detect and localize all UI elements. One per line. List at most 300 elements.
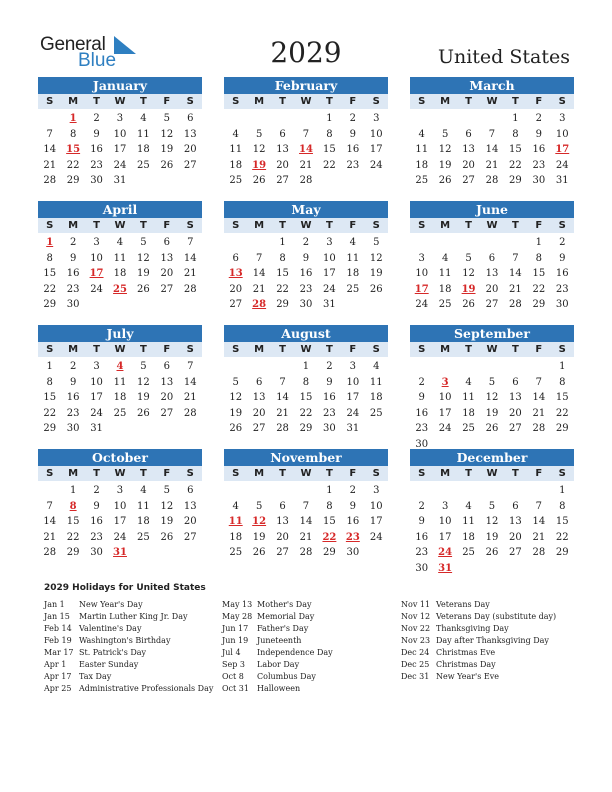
day-cell: 10 xyxy=(415,268,429,279)
day-cell: 8 xyxy=(302,376,310,388)
weekday-label: T xyxy=(326,344,333,355)
day-cell: 3 xyxy=(373,485,380,496)
holiday-date: Nov 12 xyxy=(401,612,431,621)
weekday-header-row xyxy=(224,94,388,109)
holiday-date: Jun 17 xyxy=(222,624,249,633)
holiday-day-cell: 8 xyxy=(69,500,77,512)
day-cell: 31 xyxy=(323,299,336,310)
weekday-label: M xyxy=(68,344,79,355)
holiday-day-cell: 24 xyxy=(438,547,453,558)
day-cell: 21 xyxy=(252,283,266,295)
holiday-name: Easter Sunday xyxy=(79,660,139,669)
day-cell: 16 xyxy=(555,268,569,279)
holiday-date: May 13 xyxy=(222,600,253,609)
day-cell: 30 xyxy=(415,562,429,574)
empty-day-cell xyxy=(247,235,270,251)
day-cell: 12 xyxy=(462,268,475,279)
holiday-date: Feb 19 xyxy=(44,636,72,645)
day-cell: 14 xyxy=(43,516,57,527)
day-cell: 15 xyxy=(555,392,569,403)
weekday-label: S xyxy=(418,468,426,479)
empty-day-cell xyxy=(247,483,270,499)
day-cell: 18 xyxy=(462,531,475,543)
day-cell: 21 xyxy=(532,531,546,543)
day-cell: 21 xyxy=(532,407,546,419)
day-grid xyxy=(224,359,388,437)
empty-day-cell xyxy=(224,111,247,127)
day-cell: 4 xyxy=(465,376,472,388)
empty-day-cell xyxy=(433,483,456,499)
holiday-name: Independence Day xyxy=(257,648,333,657)
day-cell: 30 xyxy=(90,547,103,558)
day-cell: 10 xyxy=(369,128,383,140)
day-cell: 2 xyxy=(349,485,357,496)
month-header: February xyxy=(224,77,388,94)
day-cell: 25 xyxy=(415,175,429,186)
holiday-name: Halloween xyxy=(257,684,301,693)
holiday-date: Dec 31 xyxy=(401,672,430,681)
day-cell: 27 xyxy=(183,159,197,171)
weekday-label: S xyxy=(372,344,380,355)
weekday-label: F xyxy=(535,96,543,107)
day-cell: 12 xyxy=(160,500,174,512)
day-cell: 26 xyxy=(229,423,243,434)
day-cell: 24 xyxy=(323,283,336,295)
holiday-day-cell: 28 xyxy=(252,299,267,310)
day-cell: 31 xyxy=(90,423,103,434)
day-cell: 17 xyxy=(346,392,360,403)
weekday-label: M xyxy=(254,220,265,231)
day-cell: 26 xyxy=(485,423,499,434)
empty-day-cell xyxy=(294,111,317,127)
day-cell: 30 xyxy=(299,299,313,310)
day-cell: 5 xyxy=(255,500,263,512)
day-cell: 30 xyxy=(555,299,569,310)
day-cell: 12 xyxy=(485,516,499,527)
day-cell: 7 xyxy=(535,376,543,388)
day-cell: 28 xyxy=(299,175,313,186)
day-cell: 20 xyxy=(509,531,522,543)
weekday-label: M xyxy=(68,468,79,479)
empty-day-cell xyxy=(38,111,61,127)
day-cell: 14 xyxy=(532,516,546,527)
weekday-label: T xyxy=(93,96,100,107)
holiday-day-cell: 23 xyxy=(345,531,360,543)
month-header: September xyxy=(410,325,574,342)
day-cell: 17 xyxy=(113,144,127,155)
weekday-label: W xyxy=(114,468,126,479)
day-cell: 11 xyxy=(438,268,452,279)
day-cell: 1 xyxy=(512,113,519,124)
day-cell: 28 xyxy=(43,175,57,186)
day-cell: 15 xyxy=(43,268,57,279)
weekday-label: S xyxy=(558,344,566,355)
empty-day-cell xyxy=(457,235,480,251)
day-cell: 8 xyxy=(326,128,333,140)
holiday-date: May 28 xyxy=(222,612,253,621)
day-cell: 1 xyxy=(326,485,333,496)
day-cell: 5 xyxy=(163,113,171,124)
day-cell: 29 xyxy=(66,547,80,558)
day-cell: 18 xyxy=(415,159,429,171)
weekday-label: T xyxy=(140,96,147,107)
holiday-name: Martin Luther King Jr. Day xyxy=(79,612,188,621)
holiday-row xyxy=(222,671,333,683)
day-cell: 25 xyxy=(462,547,475,558)
weekday-label: T xyxy=(326,468,333,479)
day-cell: 7 xyxy=(279,376,286,388)
weekday-label: S xyxy=(372,468,380,479)
weekday-label: F xyxy=(349,96,357,107)
weekday-label: T xyxy=(140,344,147,355)
day-cell: 31 xyxy=(555,175,569,186)
day-cell: 7 xyxy=(488,128,496,140)
day-grid xyxy=(224,483,388,561)
day-cell: 23 xyxy=(90,159,103,171)
day-cell: 26 xyxy=(462,299,475,310)
empty-day-cell xyxy=(433,359,456,375)
weekday-label: S xyxy=(46,468,54,479)
holiday-day-cell: 17 xyxy=(555,144,570,155)
holiday-row xyxy=(222,611,333,623)
day-cell: 23 xyxy=(90,531,103,543)
day-cell: 27 xyxy=(160,283,174,295)
holiday-day-cell: 14 xyxy=(299,144,313,155)
holiday-date: Jul 4 xyxy=(222,648,241,657)
weekday-label: S xyxy=(418,220,426,231)
weekday-label: T xyxy=(326,220,333,231)
day-cell: 22 xyxy=(43,407,57,419)
day-cell: 25 xyxy=(137,531,150,543)
day-cell: 5 xyxy=(140,361,147,372)
day-cell: 8 xyxy=(46,376,53,388)
weekday-label: M xyxy=(254,468,265,479)
day-cell: 29 xyxy=(323,547,336,558)
day-cell: 18 xyxy=(438,283,452,295)
day-cell: 7 xyxy=(255,252,263,264)
day-cell: 12 xyxy=(252,144,266,155)
day-cell: 26 xyxy=(438,175,452,186)
day-cell: 20 xyxy=(509,407,522,419)
day-cell: 12 xyxy=(369,252,383,264)
day-cell: 27 xyxy=(509,547,522,558)
weekday-label: F xyxy=(163,96,171,107)
day-cell: 9 xyxy=(535,128,543,140)
day-cell: 4 xyxy=(349,237,357,248)
day-cell: 26 xyxy=(252,175,266,186)
holiday-day-cell: 19 xyxy=(252,159,267,171)
weekday-label: S xyxy=(186,468,194,479)
weekday-header-row xyxy=(224,218,388,233)
day-cell: 30 xyxy=(346,547,360,558)
weekday-label: F xyxy=(349,468,357,479)
month-may xyxy=(224,201,388,313)
day-cell: 4 xyxy=(232,128,239,140)
day-cell: 24 xyxy=(415,299,429,310)
month-header: May xyxy=(224,201,388,218)
weekday-label: S xyxy=(46,220,54,231)
day-cell: 9 xyxy=(302,252,310,264)
weekday-label: S xyxy=(232,468,240,479)
holiday-day-cell: 15 xyxy=(66,144,81,155)
day-cell: 10 xyxy=(90,376,103,388)
day-cell: 26 xyxy=(160,159,174,171)
day-cell: 11 xyxy=(369,376,383,388)
holiday-name: Administrative Professionals Day xyxy=(79,684,214,693)
day-cell: 15 xyxy=(323,516,336,527)
day-cell: 14 xyxy=(276,392,289,403)
weekday-label: F xyxy=(163,220,171,231)
weekday-label: W xyxy=(486,220,498,231)
empty-day-cell xyxy=(457,359,480,375)
day-cell: 16 xyxy=(415,407,429,419)
calendar-year: 2029 xyxy=(270,36,342,69)
empty-day-cell xyxy=(457,483,480,499)
weekday-label: S xyxy=(186,96,194,107)
holiday-date: Apr 25 xyxy=(44,684,72,693)
day-cell: 15 xyxy=(299,392,313,403)
day-cell: 26 xyxy=(160,531,174,543)
day-cell: 8 xyxy=(69,128,77,140)
day-cell: 2 xyxy=(559,237,566,248)
holiday-row xyxy=(222,635,333,647)
day-cell: 4 xyxy=(418,128,425,140)
day-grid xyxy=(38,111,202,189)
holiday-day-cell: 12 xyxy=(252,516,267,527)
day-cell: 3 xyxy=(93,361,100,372)
day-cell: 7 xyxy=(187,361,194,372)
day-cell: 30 xyxy=(323,423,336,434)
day-cell: 20 xyxy=(183,516,197,527)
weekday-label: W xyxy=(114,96,126,107)
day-cell: 3 xyxy=(326,237,333,248)
day-cell: 1 xyxy=(46,361,53,372)
holiday-date: Oct 8 xyxy=(222,672,244,681)
weekday-header-row xyxy=(38,94,202,109)
day-cell: 8 xyxy=(46,252,53,264)
holiday-name: Memorial Day xyxy=(257,612,315,621)
weekday-label: W xyxy=(300,96,312,107)
empty-day-cell xyxy=(224,235,247,251)
day-cell: 28 xyxy=(183,283,197,295)
day-cell: 22 xyxy=(66,531,80,543)
empty-day-cell xyxy=(410,483,433,499)
weekday-label: F xyxy=(163,468,171,479)
day-cell: 3 xyxy=(418,252,425,264)
weekday-label: F xyxy=(349,344,357,355)
day-cell: 25 xyxy=(137,159,150,171)
day-cell: 18 xyxy=(462,407,475,419)
day-cell: 17 xyxy=(323,268,336,279)
holiday-day-cell: 31 xyxy=(113,547,127,558)
day-cell: 15 xyxy=(66,516,80,527)
holiday-row xyxy=(401,599,556,611)
holiday-date: Jan 15 xyxy=(44,612,70,621)
empty-day-cell xyxy=(527,359,550,375)
holiday-day-cell: 3 xyxy=(441,376,449,388)
day-cell: 3 xyxy=(373,113,380,124)
day-cell: 29 xyxy=(555,423,569,434)
day-cell: 17 xyxy=(90,392,103,403)
day-cell: 23 xyxy=(299,283,313,295)
holiday-row xyxy=(44,611,213,623)
weekday-label: S xyxy=(372,220,380,231)
empty-day-cell xyxy=(224,359,247,375)
day-cell: 9 xyxy=(559,252,566,264)
empty-day-cell xyxy=(410,235,433,251)
holiday-name: Father's Day xyxy=(257,624,309,633)
empty-day-cell xyxy=(410,111,433,127)
holiday-day-cell: 22 xyxy=(322,531,337,543)
day-cell: 4 xyxy=(116,237,124,248)
day-cell: 8 xyxy=(559,376,566,388)
day-cell: 4 xyxy=(140,485,147,496)
day-cell: 12 xyxy=(160,128,174,140)
holiday-day-cell: 4 xyxy=(116,361,124,372)
day-cell: 20 xyxy=(229,283,243,295)
holiday-row xyxy=(44,671,213,683)
day-cell: 9 xyxy=(93,128,100,140)
day-cell: 27 xyxy=(485,299,499,310)
empty-day-cell xyxy=(504,359,527,375)
weekday-label: S xyxy=(186,344,194,355)
day-cell: 28 xyxy=(276,423,289,434)
day-cell: 13 xyxy=(509,516,522,527)
logo-text-blue: Blue xyxy=(78,50,117,71)
day-cell: 9 xyxy=(418,516,425,527)
day-cell: 10 xyxy=(346,376,360,388)
day-cell: 3 xyxy=(116,485,124,496)
day-cell: 19 xyxy=(485,531,499,543)
holiday-row xyxy=(222,623,333,635)
weekday-label: T xyxy=(140,220,147,231)
day-cell: 19 xyxy=(438,159,452,171)
day-cell: 1 xyxy=(326,113,333,124)
day-cell: 23 xyxy=(323,407,336,419)
empty-day-cell xyxy=(410,359,433,375)
day-cell: 29 xyxy=(43,423,57,434)
day-cell: 25 xyxy=(462,423,475,434)
day-cell: 7 xyxy=(535,500,543,512)
month-october xyxy=(38,449,202,561)
day-cell: 26 xyxy=(137,407,150,419)
holiday-name: Labor Day xyxy=(257,660,300,669)
day-grid xyxy=(38,359,202,437)
weekday-label: W xyxy=(300,468,312,479)
holiday-day-cell: 19 xyxy=(461,283,476,295)
holiday-date: Nov 23 xyxy=(401,636,431,645)
day-cell: 21 xyxy=(485,159,499,171)
day-cell: 28 xyxy=(532,547,546,558)
day-cell: 8 xyxy=(512,128,519,140)
holiday-row xyxy=(401,671,556,683)
day-cell: 8 xyxy=(326,500,333,512)
day-cell: 9 xyxy=(349,500,357,512)
holiday-name: Tax Day xyxy=(79,672,112,681)
day-cell: 8 xyxy=(279,252,286,264)
day-cell: 19 xyxy=(485,407,499,419)
day-cell: 23 xyxy=(66,283,80,295)
holiday-row xyxy=(401,611,556,623)
day-cell: 2 xyxy=(93,113,100,124)
day-cell: 6 xyxy=(279,500,286,512)
day-cell: 3 xyxy=(349,361,357,372)
weekday-label: M xyxy=(440,468,451,479)
day-cell: 1 xyxy=(302,361,310,372)
month-august xyxy=(224,325,388,437)
day-grid xyxy=(38,235,202,313)
weekday-label: W xyxy=(114,344,126,355)
holiday-row xyxy=(222,647,333,659)
day-cell: 13 xyxy=(276,144,289,155)
weekday-label: W xyxy=(486,344,498,355)
day-cell: 16 xyxy=(346,516,360,527)
weekday-header-row xyxy=(38,342,202,357)
holiday-row xyxy=(401,659,556,671)
day-cell: 5 xyxy=(163,485,171,496)
day-cell: 11 xyxy=(137,500,150,512)
empty-day-cell xyxy=(271,111,294,127)
day-cell: 30 xyxy=(532,175,546,186)
day-cell: 6 xyxy=(187,485,194,496)
month-june xyxy=(410,201,574,313)
holiday-date: Apr 1 xyxy=(44,660,67,669)
holiday-column xyxy=(401,599,556,683)
day-cell: 25 xyxy=(229,175,243,186)
day-cell: 28 xyxy=(532,423,546,434)
weekday-label: S xyxy=(186,220,194,231)
empty-day-cell xyxy=(224,483,247,499)
day-cell: 6 xyxy=(187,113,194,124)
day-cell: 14 xyxy=(532,392,546,403)
day-cell: 20 xyxy=(183,144,197,155)
day-cell: 21 xyxy=(183,392,197,403)
day-cell: 1 xyxy=(559,485,566,496)
weekday-label: S xyxy=(418,96,426,107)
day-cell: 4 xyxy=(140,113,147,124)
day-cell: 16 xyxy=(299,268,313,279)
empty-day-cell xyxy=(271,483,294,499)
holiday-row xyxy=(401,635,556,647)
day-cell: 21 xyxy=(509,283,522,295)
day-cell: 12 xyxy=(137,376,150,388)
day-cell: 6 xyxy=(488,252,496,264)
day-cell: 4 xyxy=(232,500,239,512)
day-cell: 14 xyxy=(485,144,499,155)
empty-day-cell xyxy=(480,235,503,251)
holiday-date: Apr 17 xyxy=(44,672,72,681)
day-cell: 24 xyxy=(369,531,383,543)
day-cell: 2 xyxy=(349,113,357,124)
weekday-label: T xyxy=(512,96,519,107)
day-cell: 26 xyxy=(369,283,383,295)
holiday-date: Dec 24 xyxy=(401,648,430,657)
weekday-label: M xyxy=(440,220,451,231)
month-november xyxy=(224,449,388,561)
day-cell: 12 xyxy=(438,144,452,155)
day-cell: 13 xyxy=(485,268,499,279)
day-cell: 19 xyxy=(160,516,174,527)
day-cell: 6 xyxy=(512,376,519,388)
day-cell: 29 xyxy=(509,175,522,186)
holiday-row xyxy=(44,599,213,611)
holiday-day-cell: 1 xyxy=(69,113,77,124)
weekday-label: T xyxy=(279,220,286,231)
holiday-row xyxy=(222,659,333,671)
day-cell: 4 xyxy=(441,252,449,264)
holiday-row xyxy=(222,599,333,611)
day-cell: 5 xyxy=(488,376,496,388)
